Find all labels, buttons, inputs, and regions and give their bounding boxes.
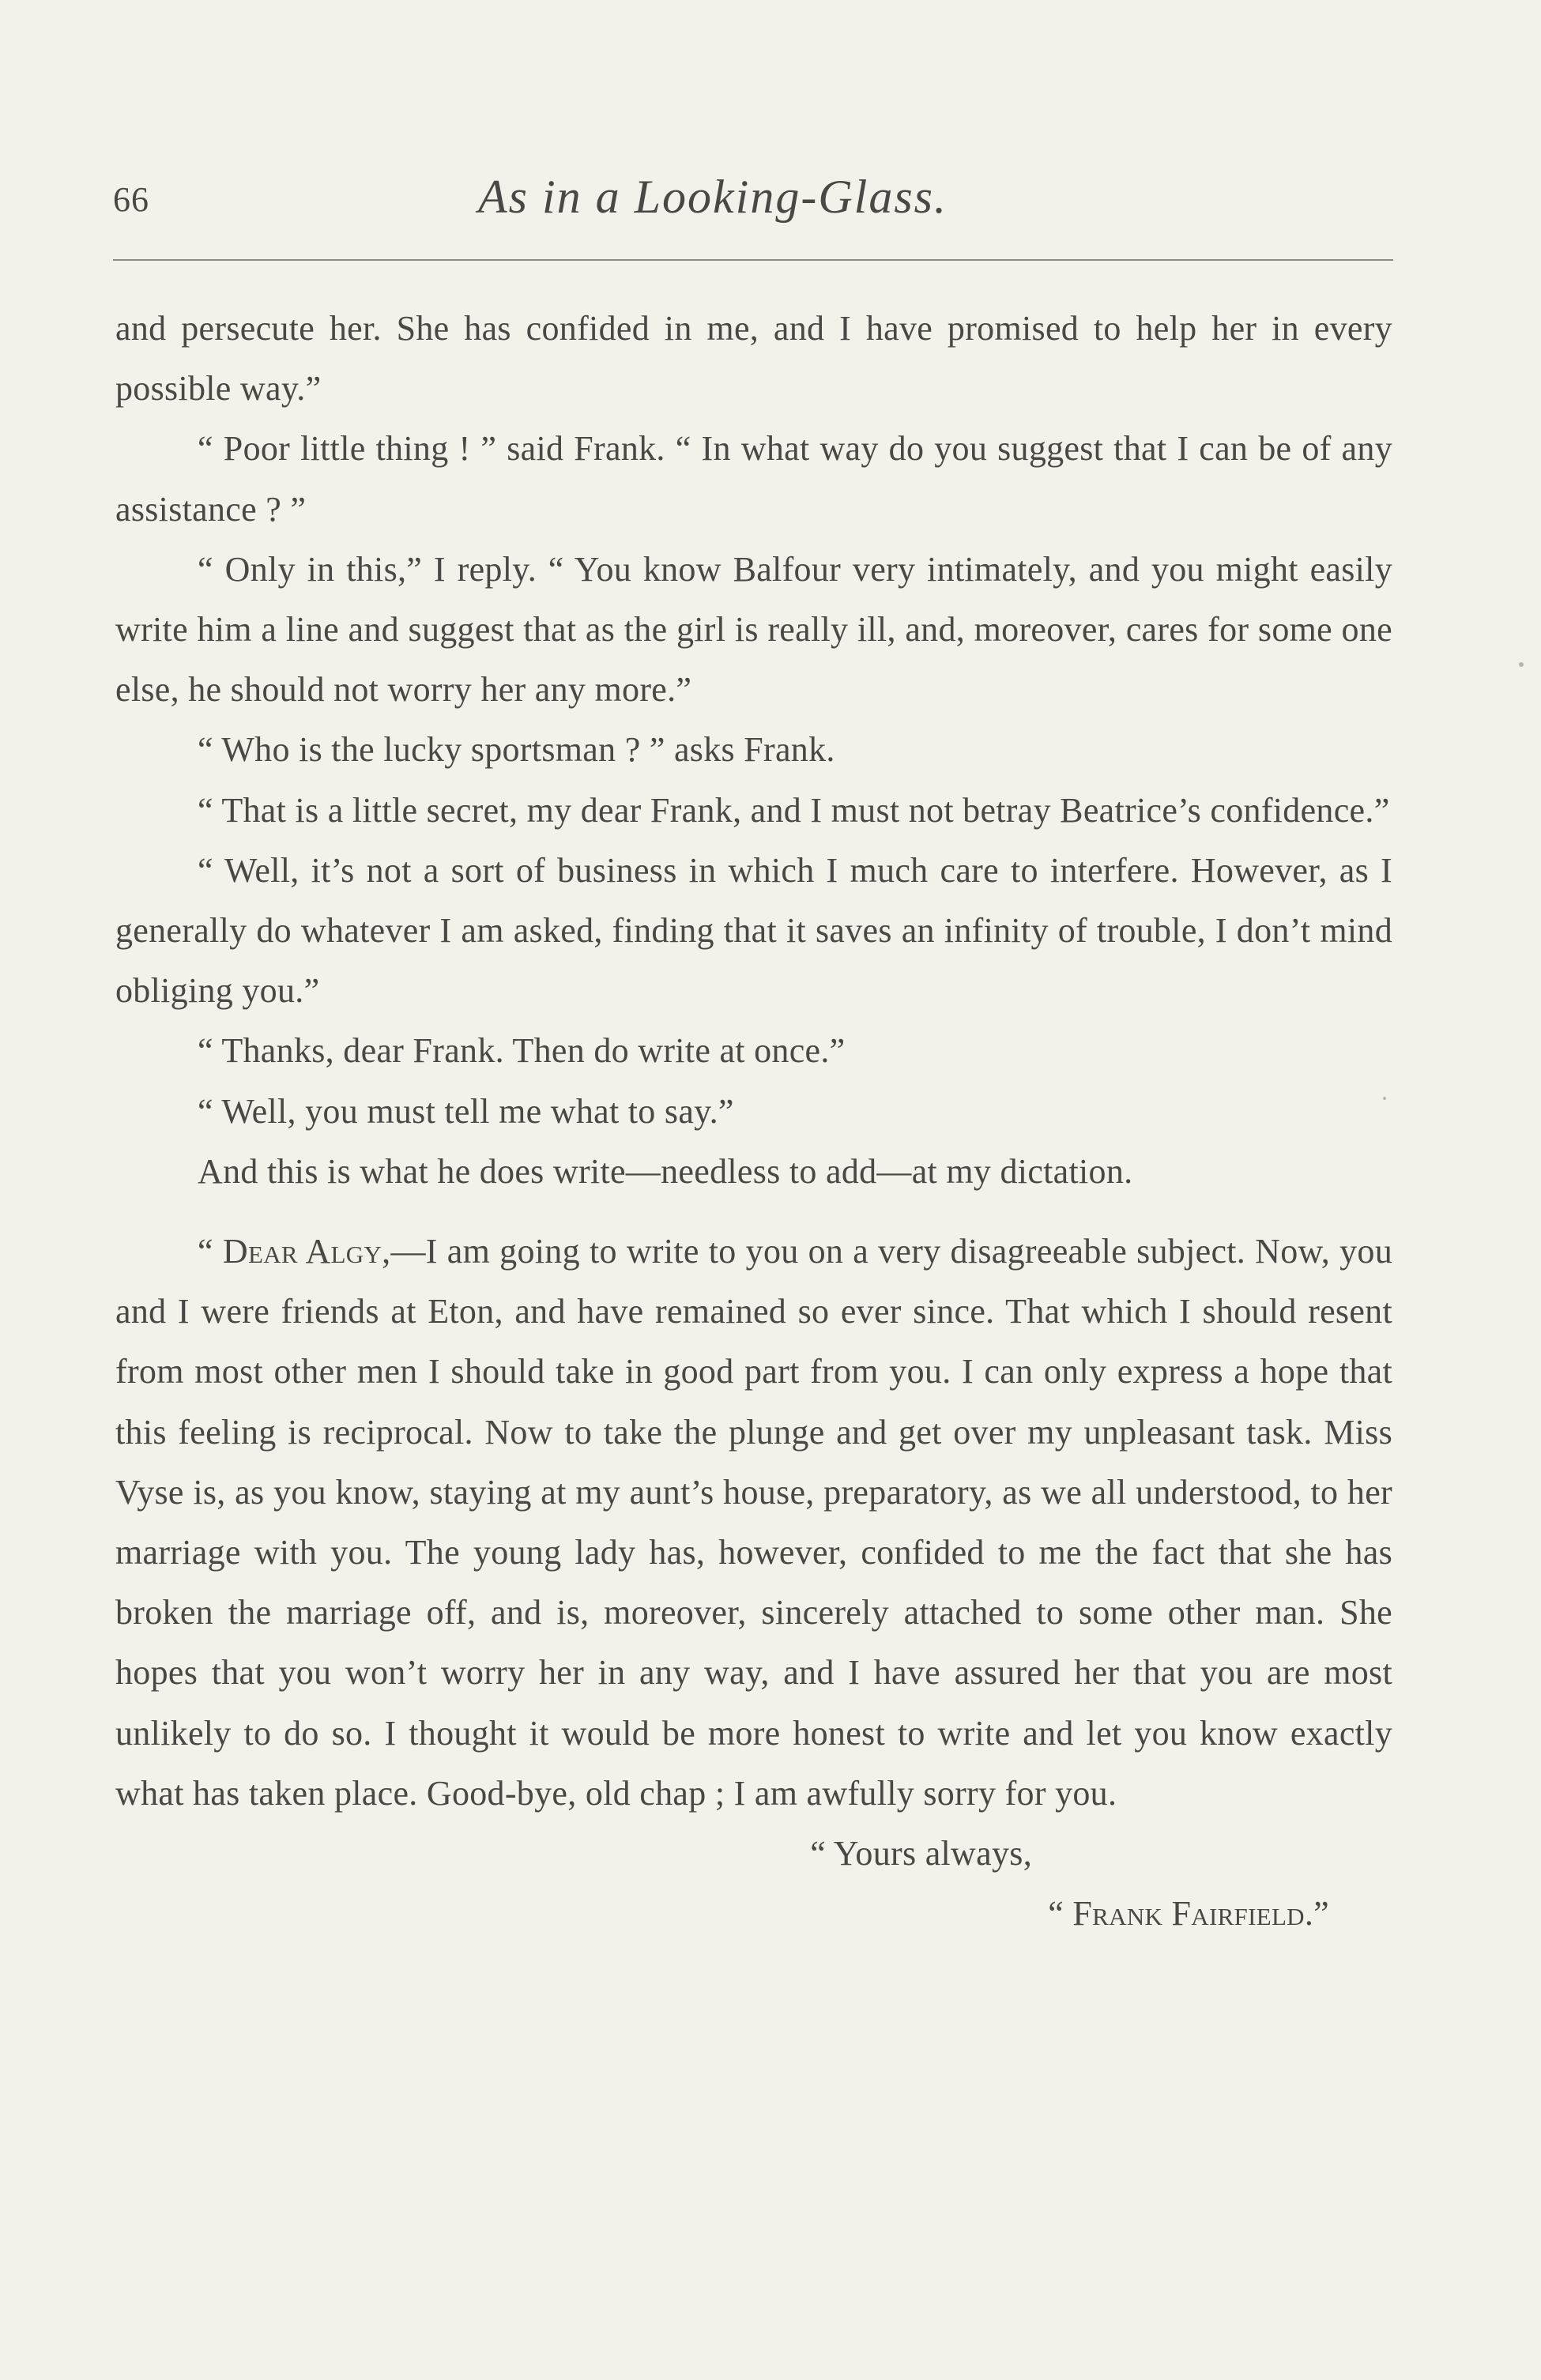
- paragraph: “ Only in this,” I reply. “ You know Balfour very intimately, and you might easily write him a line and suggest that as the girl is really ill, and, moreover, cares for some one else, he should not worry her any more.”: [115, 549, 1392, 710]
- paragraph: “ Poor little thing ! ” said Frank. “ In what way do you suggest that I can be of any assistance ? ”: [115, 429, 1392, 529]
- header-rule: [113, 259, 1393, 261]
- letter-closing: “ Yours always,: [810, 1834, 1032, 1873]
- letter-paragraph: [115, 1222, 1392, 1824]
- paragraph: “ That is a little secret, my dear Frank, and I must not betray Beatrice’s confidence.”: [198, 790, 1390, 830]
- running-title: As in a Looking-Glass.: [478, 171, 948, 223]
- paragraph: “ Well, you must tell me what to say.”: [198, 1091, 734, 1131]
- page-number: 66: [113, 180, 149, 219]
- letter-signature: “ Frank Fairfield.”: [1048, 1894, 1329, 1934]
- paper-speck: [1519, 662, 1524, 667]
- paragraph: “ Who is the lucky sportsman ? ” asks Frank.: [198, 730, 835, 770]
- page-header: [113, 170, 1393, 241]
- letter-text: —I am going to write to you on a very disagreeable subject. Now, you and I were friends at Eton, and have remained so ever since. That which I should resent from most other men I should take in good part from you. I can only express a hope that this feeling is reciprocal. Now to take the plunge and get over my unpleasant task. Miss Vyse is, as you know, staying at my aunt’s house, preparatory, as we all understood, to her marriage with you. The young lady has, however, confided to me the fact that she has broken the marriage off, and is, moreover, sincerely attached to some other man. She hopes that you won’t worry her in any way, and I have assured her that you are most unlikely to do so. I thought it would be more honest to write and let you know exactly what has taken place. Good-bye, old chap ; I am awfully sorry for you.: [115, 1232, 1392, 1813]
- paragraph: and persecute her. She has confided in me, and I have promised to help her in every possible way.”: [115, 309, 1392, 409]
- paragraph: And this is what he does write—needless to add—at my dictation.: [198, 1151, 1133, 1191]
- body-text: [115, 299, 1392, 1944]
- paragraph: “ Thanks, dear Frank. Then do write at once.”: [198, 1031, 846, 1071]
- letter-salutation: “ Dear Algy,: [198, 1232, 391, 1271]
- paragraph: “ Well, it’s not a sort of business in which I much care to interfere. However, as I generally do whatever I am asked, finding that it saves an infinity of trouble, I don’t mind obliging you.”: [115, 850, 1392, 1011]
- paper-speck: [1383, 1097, 1386, 1100]
